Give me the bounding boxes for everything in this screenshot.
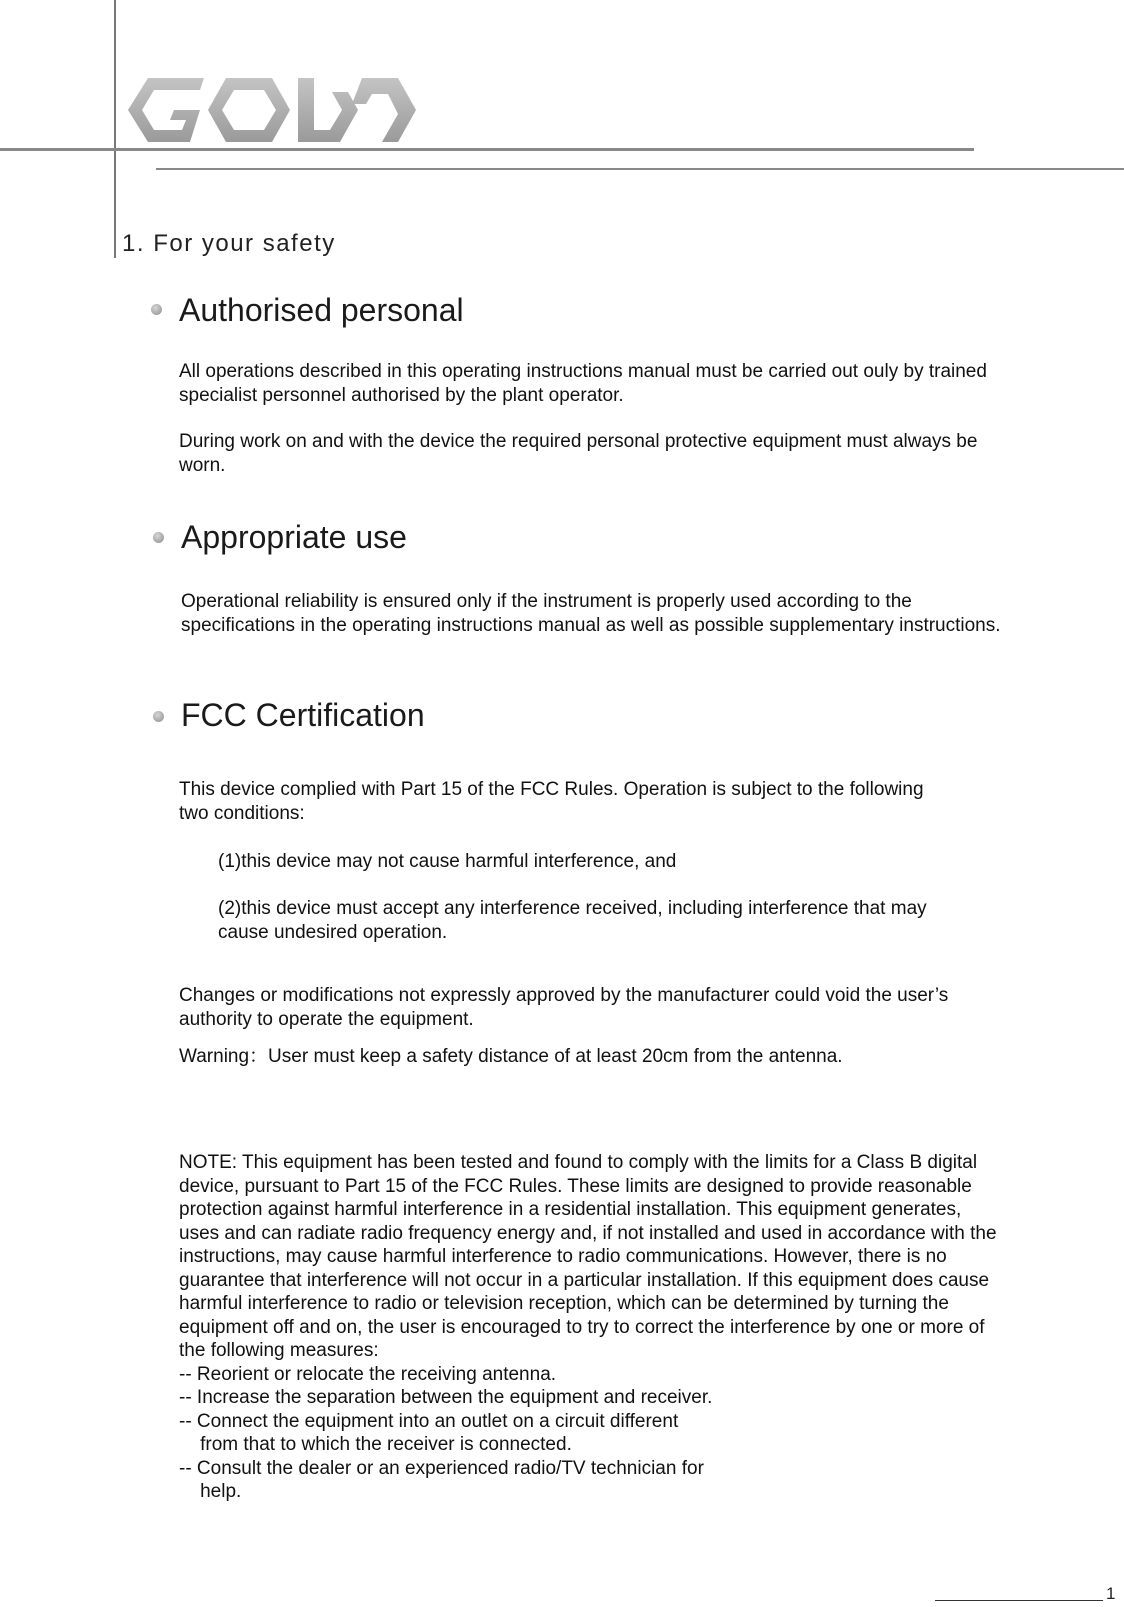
fcc-intro (179, 778, 924, 825)
text-line: equipment off and on, the user is encouraged to try to correct the interference by one or more of (179, 1316, 985, 1338)
text-line: cause undesired operation. (218, 921, 448, 943)
bullet-dot (153, 532, 164, 543)
text-line: harmful interference to radio or television reception, which can be determined by turning the (179, 1293, 949, 1314)
text-line: authority to operate the equipment. (179, 1008, 474, 1030)
section-title-text: For your safety (153, 230, 336, 257)
bullet-dot (153, 711, 164, 722)
header-rule-lower (156, 168, 1124, 170)
page-number: 1 (1106, 1584, 1116, 1603)
fcc-note (179, 1151, 997, 1504)
list-item: -- Increase the separation between the equipment and receiver. (179, 1387, 713, 1408)
heading-appropriate-use: Appropriate use (181, 519, 407, 555)
bullet-dot (151, 304, 162, 315)
authorised-paragraph-2 (179, 430, 977, 477)
text-line: protection against harmful interference in a residential installation. This equipment generates, (179, 1199, 962, 1220)
text-line: Changes or modifications not expressly approved by the manufacturer could void the user’s (179, 985, 949, 1006)
text-line: All operations described in this operating instructions manual must be carried out ouly by trained (179, 361, 987, 382)
text-line: Operational reliability is ensured only if the instrument is properly used according to the (181, 591, 912, 612)
fcc-warning: Warning：User must keep a safety distance of at least 20cm from the antenna. (179, 1046, 843, 1067)
text-line: (2)this device must accept any interference received, including interference that may (218, 898, 927, 919)
section-title (122, 230, 336, 258)
list-item: help. (179, 1481, 242, 1502)
authorised-paragraph-1 (179, 360, 987, 407)
fcc-changes-notice (179, 984, 948, 1031)
fcc-condition-1: (1)this device may not cause harmful interference, and (218, 851, 677, 872)
appropriate-paragraph (181, 590, 1001, 637)
list-item: from that to which the receiver is connected. (179, 1434, 572, 1455)
section-number: 1. (122, 230, 146, 257)
text-line: specialist personnel authorised by the plant operator. (179, 384, 624, 406)
text-line: This device complied with Part 15 of the FCC Rules. Operation is subject to the following (179, 779, 924, 800)
text-line: During work on and with the device the required personal protective equipment must always be (179, 431, 978, 452)
text-line: the following measures: (179, 1340, 379, 1361)
header-vertical-rule (114, 0, 116, 258)
list-item: -- Reorient or relocate the receiving antenna. (179, 1363, 557, 1385)
text-line: NOTE: This equipment has been tested and found to comply with the limits for a Class B digital (179, 1152, 978, 1173)
brand-logo (126, 74, 416, 146)
heading-authorised-personal: Authorised personal (179, 292, 464, 328)
footer-rule (935, 1600, 1103, 1601)
list-item: -- Connect the equipment into an outlet on a circuit different (179, 1410, 679, 1432)
text-line: guarantee that interference will not occur in a particular installation. If this equipment does cause (179, 1269, 990, 1291)
fcc-condition-2 (218, 897, 927, 944)
text-line: uses and can radiate radio frequency energy and, if not installed and used in accordance with the (179, 1222, 997, 1244)
list-item: -- Consult the dealer or an experienced radio/TV technician for (179, 1457, 704, 1479)
text-line: instructions, may cause harmful interference to radio communications. However, there is no (179, 1246, 947, 1267)
text-line: device, pursuant to Part 15 of the FCC Rules. These limits are designed to provide reasonable (179, 1175, 972, 1197)
heading-fcc-certification: FCC Certification (181, 697, 425, 733)
text-line: specifications in the operating instructions manual as well as possible supplementary instructions. (181, 614, 1001, 636)
text-line: two conditions: (179, 802, 305, 824)
header-rule-upper (0, 148, 974, 151)
text-line: worn. (179, 454, 226, 476)
